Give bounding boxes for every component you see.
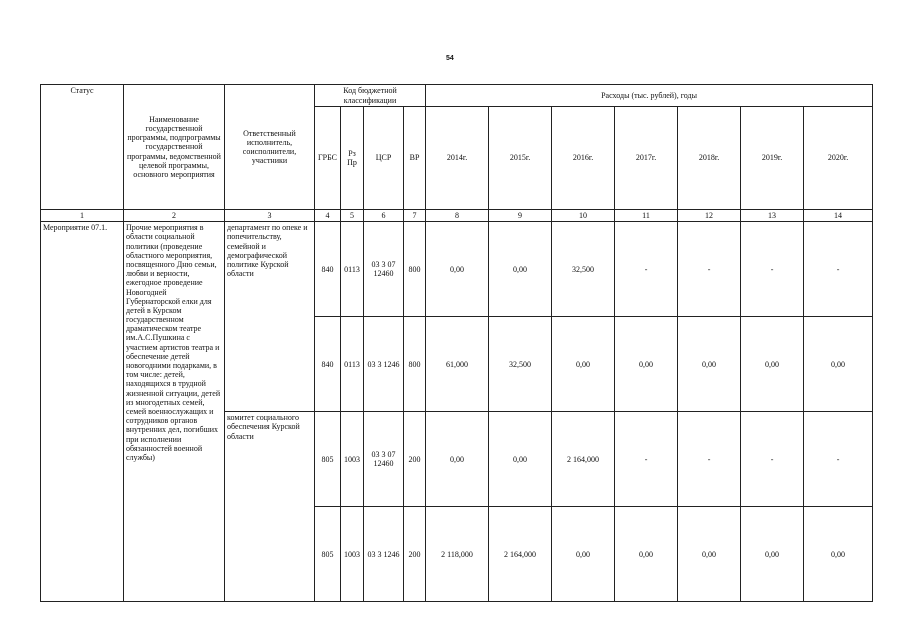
grbs-cell: 840 xyxy=(315,317,341,412)
value-cell-2017: - xyxy=(615,412,678,507)
column-number: 8 xyxy=(426,210,489,222)
value-cell-2014: 2 118,000 xyxy=(426,507,489,602)
value-cell-2017: - xyxy=(615,222,678,317)
value-cell-2014: 61,000 xyxy=(426,317,489,412)
value-cell-2018: 0,00 xyxy=(678,317,741,412)
value-cell-2016: 2 164,000 xyxy=(552,412,615,507)
value-cell-2016: 0,00 xyxy=(552,507,615,602)
value-cell-2019: 0,00 xyxy=(741,317,804,412)
year-header-2020: 2020г. xyxy=(804,107,873,210)
vr-cell: 800 xyxy=(404,222,426,317)
value-cell-2017: 0,00 xyxy=(615,317,678,412)
value-cell-2020: 0,00 xyxy=(804,507,873,602)
name-header: Наименование государственной программы, подпрограммы государственной программы, ведомственной целевой программы, основного мероприятия xyxy=(124,85,225,210)
column-number: 13 xyxy=(741,210,804,222)
column-number: 2 xyxy=(124,210,225,222)
column-number: 14 xyxy=(804,210,873,222)
rzpr-header: Рз Пр xyxy=(341,107,364,210)
year-header-2016: 2016г. xyxy=(552,107,615,210)
column-number: 4 xyxy=(315,210,341,222)
executor-cell: комитет социального обеспечения Курской области xyxy=(225,412,315,602)
status-cell: Мероприятие 07.1. xyxy=(41,222,124,602)
column-number: 3 xyxy=(225,210,315,222)
program-name-cell: Прочие мероприятия в области социальной политики (проведение областного мероприятия, посвященного Дню семьи, любви и верности, ежегодное проведение Новогодней Губернаторской елки для детей в Курском государственном драматическом театре им.А.С.Пушкина с участием артистов театра и обеспечение детей новогодними подарками, в том числе: детей, находящихся в трудной жизненной ситуации, детей из многодетных семей, семей военнослужащих и сотрудников органов внутренних дел, погибших при исполнении обязанностей военной службы) xyxy=(124,222,225,602)
page-number: 54 xyxy=(446,55,454,62)
executor-header: Ответственный исполнитель, соисполнители, участники xyxy=(225,85,315,210)
value-cell-2015: 0,00 xyxy=(489,412,552,507)
expenses-header: Расходы (тыс. рублей), годы xyxy=(426,85,873,107)
value-cell-2018: - xyxy=(678,412,741,507)
table-row xyxy=(41,222,873,317)
budget-code-header: Код бюджетной классификации xyxy=(315,85,426,107)
column-number: 7 xyxy=(404,210,426,222)
csr-cell: 03 3 07 12460 xyxy=(364,222,404,317)
csr-cell: 03 3 07 12460 xyxy=(364,412,404,507)
executor-cell: департамент по опеке и попечительству, семейной и демографической политике Курской области xyxy=(225,222,315,412)
value-cell-2014: 0,00 xyxy=(426,222,489,317)
status-header: Статус xyxy=(41,85,124,210)
vr-header: ВР xyxy=(404,107,426,210)
budget-table xyxy=(40,84,873,602)
grbs-cell: 840 xyxy=(315,222,341,317)
value-cell-2019: - xyxy=(741,222,804,317)
year-header-2018: 2018г. xyxy=(678,107,741,210)
rzpr-cell: 1003 xyxy=(341,507,364,602)
column-number: 5 xyxy=(341,210,364,222)
value-cell-2015: 2 164,000 xyxy=(489,507,552,602)
vr-cell: 800 xyxy=(404,317,426,412)
grbs-header: ГРБС xyxy=(315,107,341,210)
header-row-top xyxy=(41,85,873,107)
csr-cell: 03 3 1246 xyxy=(364,507,404,602)
grbs-cell: 805 xyxy=(315,507,341,602)
column-number: 11 xyxy=(615,210,678,222)
csr-cell: 03 3 1246 xyxy=(364,317,404,412)
value-cell-2015: 32,500 xyxy=(489,317,552,412)
value-cell-2020: - xyxy=(804,412,873,507)
column-number: 1 xyxy=(41,210,124,222)
value-cell-2018: 0,00 xyxy=(678,507,741,602)
column-number: 10 xyxy=(552,210,615,222)
value-cell-2014: 0,00 xyxy=(426,412,489,507)
value-cell-2020: - xyxy=(804,222,873,317)
value-cell-2020: 0,00 xyxy=(804,317,873,412)
value-cell-2016: 0,00 xyxy=(552,317,615,412)
value-cell-2019: 0,00 xyxy=(741,507,804,602)
csr-header: ЦСР xyxy=(364,107,404,210)
vr-cell: 200 xyxy=(404,412,426,507)
year-header-2014: 2014г. xyxy=(426,107,489,210)
rzpr-cell: 0113 xyxy=(341,317,364,412)
year-header-2017: 2017г. xyxy=(615,107,678,210)
year-header-2015: 2015г. xyxy=(489,107,552,210)
column-number: 12 xyxy=(678,210,741,222)
year-header-2019: 2019г. xyxy=(741,107,804,210)
value-cell-2015: 0,00 xyxy=(489,222,552,317)
rzpr-cell: 1003 xyxy=(341,412,364,507)
grbs-cell: 805 xyxy=(315,412,341,507)
column-number: 9 xyxy=(489,210,552,222)
value-cell-2018: - xyxy=(678,222,741,317)
value-cell-2019: - xyxy=(741,412,804,507)
value-cell-2017: 0,00 xyxy=(615,507,678,602)
value-cell-2016: 32,500 xyxy=(552,222,615,317)
vr-cell: 200 xyxy=(404,507,426,602)
rzpr-cell: 0113 xyxy=(341,222,364,317)
column-number: 6 xyxy=(364,210,404,222)
column-number-row xyxy=(41,210,873,222)
